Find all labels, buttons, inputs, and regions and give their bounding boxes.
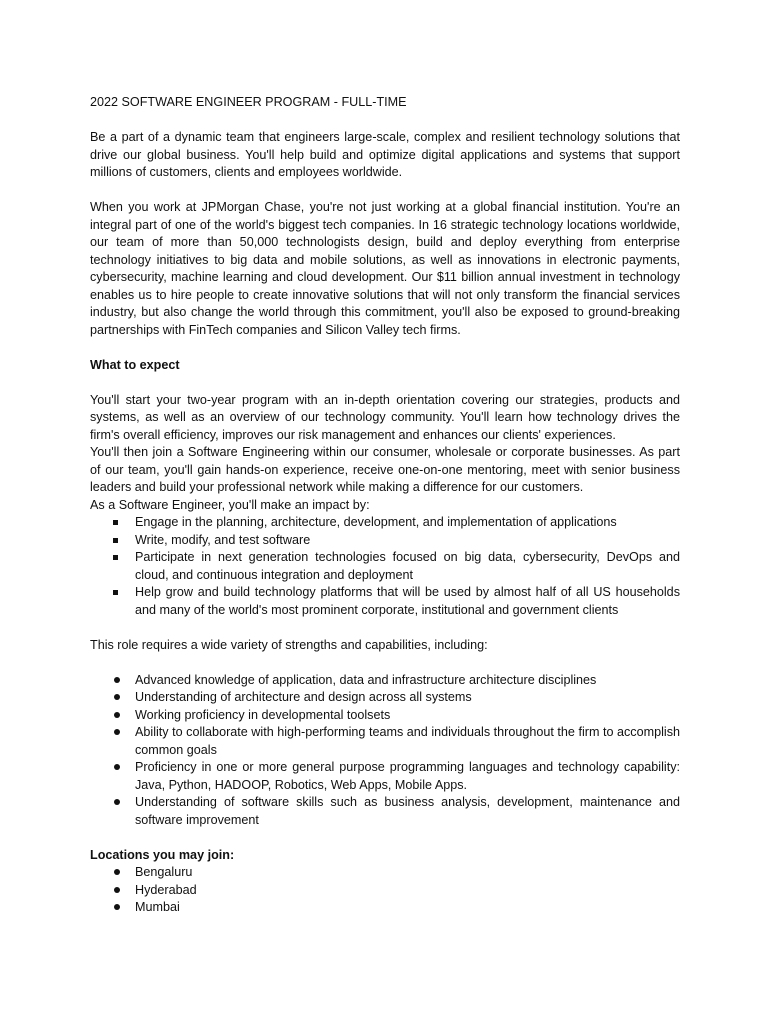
list-item-text: Advanced knowledge of application, data and infrastructure architecture disciplines	[135, 672, 597, 687]
locations-heading: Locations you may join:	[90, 847, 235, 862]
round-bullet-icon	[114, 712, 120, 718]
square-bullet-icon	[113, 538, 118, 543]
location-name: Mumbai	[135, 900, 180, 914]
location-name: Bengaluru	[135, 865, 193, 879]
list-item	[90, 584, 680, 619]
round-bullet-icon	[114, 799, 120, 805]
list-item	[90, 882, 680, 900]
join-paragraph: You'll then join a Software Engineering within our consumer, wholesale or corporate businesses. As part of our team, you'll gain hands-on experience, receive one-on-one mentoring, meet with senior business leaders and build your professional network while making a difference for our customers.	[90, 445, 680, 494]
square-bullet-icon	[113, 590, 118, 595]
list-item-text: Ability to collaborate with high-performing teams and individuals throughout the firm to accomplish common goals	[135, 725, 680, 757]
list-item	[90, 864, 680, 882]
list-item-text: Proficiency in one or more general purpose programming languages and technology capability: Java, Python, HADOOP, Robotics, Web Apps, Mobile Apps.	[135, 760, 680, 792]
list-item-text: Engage in the planning, architecture, development, and implementation of applications	[135, 515, 617, 529]
document-title: 2022 SOFTWARE ENGINEER PROGRAM - FULL-TIME	[90, 95, 407, 109]
list-item	[90, 707, 680, 725]
round-bullet-icon	[114, 729, 120, 735]
requirements-list	[90, 672, 680, 830]
what-to-expect-heading: What to expect	[90, 357, 180, 372]
list-item-text: Participate in next generation technologies focused on big data, cybersecurity, DevOps and cloud, and continuous integration and deployment	[135, 550, 680, 582]
list-item	[90, 899, 680, 917]
list-item	[90, 794, 680, 829]
round-bullet-icon	[114, 677, 120, 683]
list-item-text: Write, modify, and test software	[135, 532, 311, 547]
impact-intro: As a Software Engineer, you'll make an impact by:	[90, 497, 370, 512]
orientation-paragraph: You'll start your two-year program with an in-depth orientation covering our strategies, products and systems, as well as an overview of our technology community. You'll learn how technology drives the firm's overall efficiency, improves our risk management and enhances our clients' experiences.	[90, 392, 680, 442]
list-item	[90, 759, 680, 794]
round-bullet-icon	[114, 887, 120, 893]
list-item	[90, 549, 680, 584]
list-item	[90, 514, 680, 532]
list-item	[90, 724, 680, 759]
list-item	[90, 672, 680, 690]
list-item-text: Working proficiency in developmental toolsets	[135, 707, 391, 722]
requirements-intro: This role requires a wide variety of strengths and capabilities, including:	[90, 637, 488, 652]
location-name: Hyderabad	[135, 882, 197, 897]
square-bullet-icon	[113, 555, 118, 560]
list-item-text: Understanding of architecture and design across all systems	[135, 690, 472, 704]
impact-list	[90, 514, 680, 619]
list-item-text: Understanding of software skills such as business analysis, development, maintenance and software improvement	[135, 795, 680, 827]
intro-paragraph: Be a part of a dynamic team that engineers large-scale, complex and resilient technology solutions that drive our global business. You'll help build and optimize digital applications and systems that support millions of customers, clients and employees worldwide.	[90, 130, 680, 179]
list-item-text: Help grow and build technology platforms that will be used by almost half of all US households and many of the world's most prominent corporate, institutional and government clients	[135, 585, 680, 617]
round-bullet-icon	[114, 869, 120, 875]
round-bullet-icon	[114, 904, 120, 910]
round-bullet-icon	[114, 694, 120, 700]
about-paragraph: When you work at JPMorgan Chase, you're not just working at a global financial institution. You're an integral part of one of the world's biggest tech companies. In 16 strategic technology locations worldwide, our team of more than 50,000 technologists design, build and deploy everything from enterprise technology initiatives to big data and mobile solutions, as well as innovations in electronic payments, cybersecurity, machine learning and cloud development. Our $11 billion annual investment in technology enables us to hire people to create innovative solutions that will not only transform the financial services industry, but also change the world through this commitment, you'll also be exposed to ground-breaking partnerships with FinTech companies and Silicon Valley tech firms.	[90, 200, 680, 337]
list-item	[90, 689, 680, 707]
round-bullet-icon	[114, 764, 120, 770]
list-item	[90, 532, 680, 550]
locations-list	[90, 864, 680, 917]
square-bullet-icon	[113, 520, 118, 525]
